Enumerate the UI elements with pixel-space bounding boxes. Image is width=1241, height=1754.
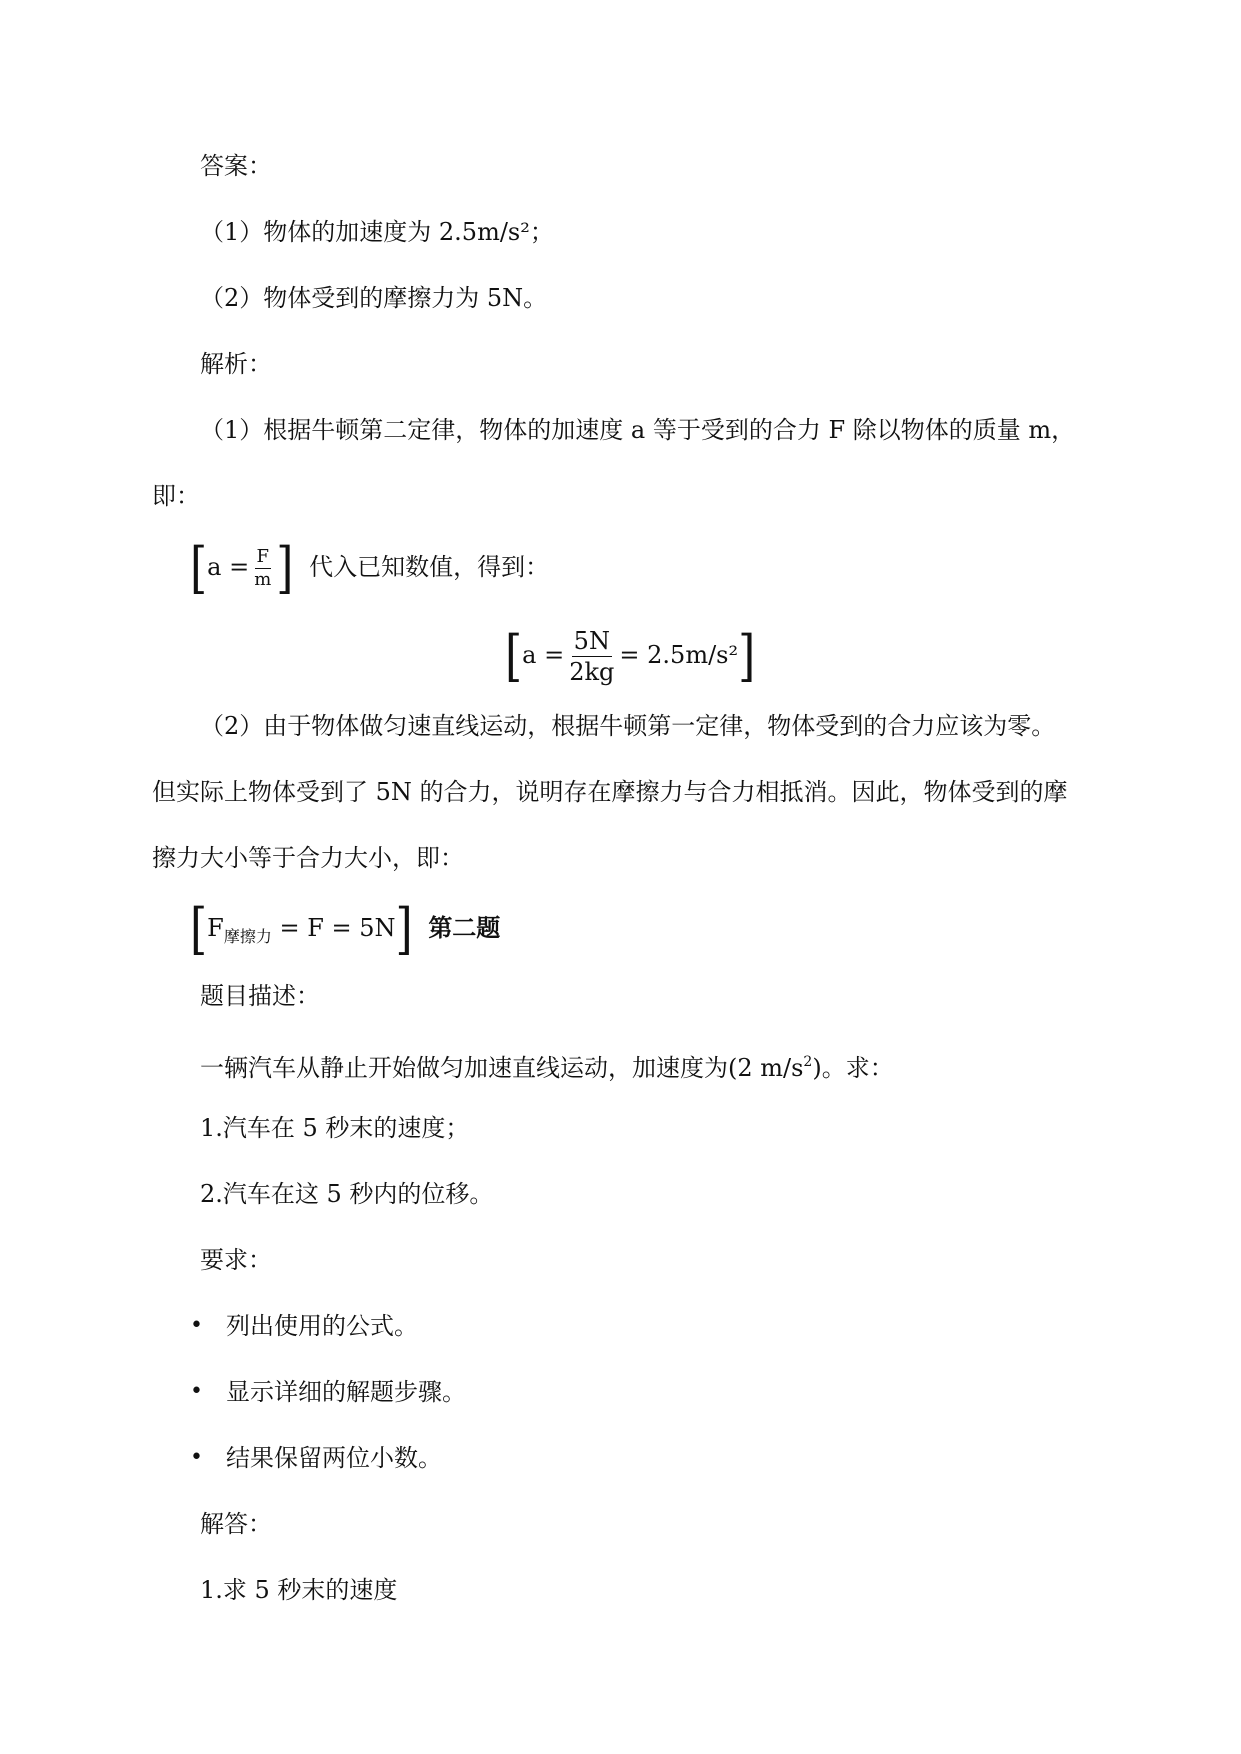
formula-1-after: 代入已知数值，得到： — [309, 553, 550, 581]
formula-1-numerator: F — [256, 546, 269, 567]
formula-bracket-left: [ — [190, 897, 208, 961]
solution-step-1: 1.求 5 秒末的速度 — [200, 1576, 398, 1604]
problem-text-superscript: 2 — [803, 1054, 813, 1070]
bullet-icon: • — [190, 1445, 203, 1470]
formula-bracket-right: ] — [738, 624, 756, 688]
analysis-2-line-2: 但实际上物体受到了 5N 的合力，说明存在摩擦力与合力相抵消。因此，物体受到的摩 — [152, 778, 1068, 806]
analysis-2-line-1: （2）由于物体做匀速直线运动，根据牛顿第一定律，物体受到的合力应该为零。 — [200, 712, 1056, 740]
formula-3-symbol: F — [207, 914, 224, 942]
analysis-label: 解析： — [200, 350, 272, 378]
formula-2 — [505, 620, 755, 690]
formula-2-rhs: = 2.5m/s² — [619, 641, 739, 669]
question-2: 2.汽车在这 5 秒内的位移。 — [200, 1180, 494, 1208]
requirement-item: 列出使用的公式。 — [226, 1312, 418, 1340]
formula-2-numerator: 5N — [573, 627, 610, 655]
problem-text — [200, 1046, 894, 1084]
formula-1-fraction — [252, 547, 273, 590]
formula-1 — [190, 536, 550, 600]
solution-label: 解答： — [200, 1510, 272, 1538]
question-1: 1.汽车在 5 秒末的速度； — [200, 1114, 470, 1142]
analysis-2-line-3: 擦力大小等于合力大小，即： — [152, 844, 464, 872]
formula-bracket-left: [ — [505, 624, 523, 688]
analysis-1-line-1: （1）根据牛顿第二定律，物体的加速度 a 等于受到的合力 F 除以物体的质量 m， — [200, 416, 1076, 444]
answer-item-2: （2）物体受到的摩擦力为 5N。 — [200, 284, 548, 312]
formula-3 — [190, 897, 501, 961]
formula-2-denominator: 2kg — [569, 658, 615, 686]
formula-bracket-right: ] — [276, 536, 294, 600]
bullet-icon: • — [190, 1379, 203, 1404]
requirement-item: 显示详细的解题步骤。 — [226, 1378, 466, 1406]
answer-label: 答案： — [200, 152, 272, 180]
problem-text-end: )。求： — [812, 1054, 894, 1082]
analysis-1-line-2: 即： — [152, 482, 200, 510]
bullet-icon: • — [190, 1313, 203, 1338]
requirements-label: 要求： — [200, 1246, 272, 1274]
formula-3-subscript: 摩擦力 — [223, 927, 272, 946]
formula-2-fraction — [567, 627, 616, 686]
formula-1-denominator: m — [254, 569, 272, 590]
formula-bracket-right: ] — [395, 897, 413, 961]
requirement-item: 结果保留两位小数。 — [226, 1444, 442, 1472]
formula-3-rest: = F = 5N — [271, 914, 396, 942]
problem-text-main: 一辆汽车从静止开始做匀加速直线运动，加速度为(2 m/s — [200, 1054, 804, 1082]
problem-label: 题目描述： — [200, 982, 320, 1010]
formula-1-lhs: a = — [207, 553, 250, 581]
formula-bracket-left: [ — [190, 536, 208, 600]
formula-2-lhs: a = — [522, 641, 565, 669]
answer-item-1: （1）物体的加速度为 2.5m/s²； — [200, 218, 554, 246]
section-heading: 第二题 — [428, 914, 501, 942]
